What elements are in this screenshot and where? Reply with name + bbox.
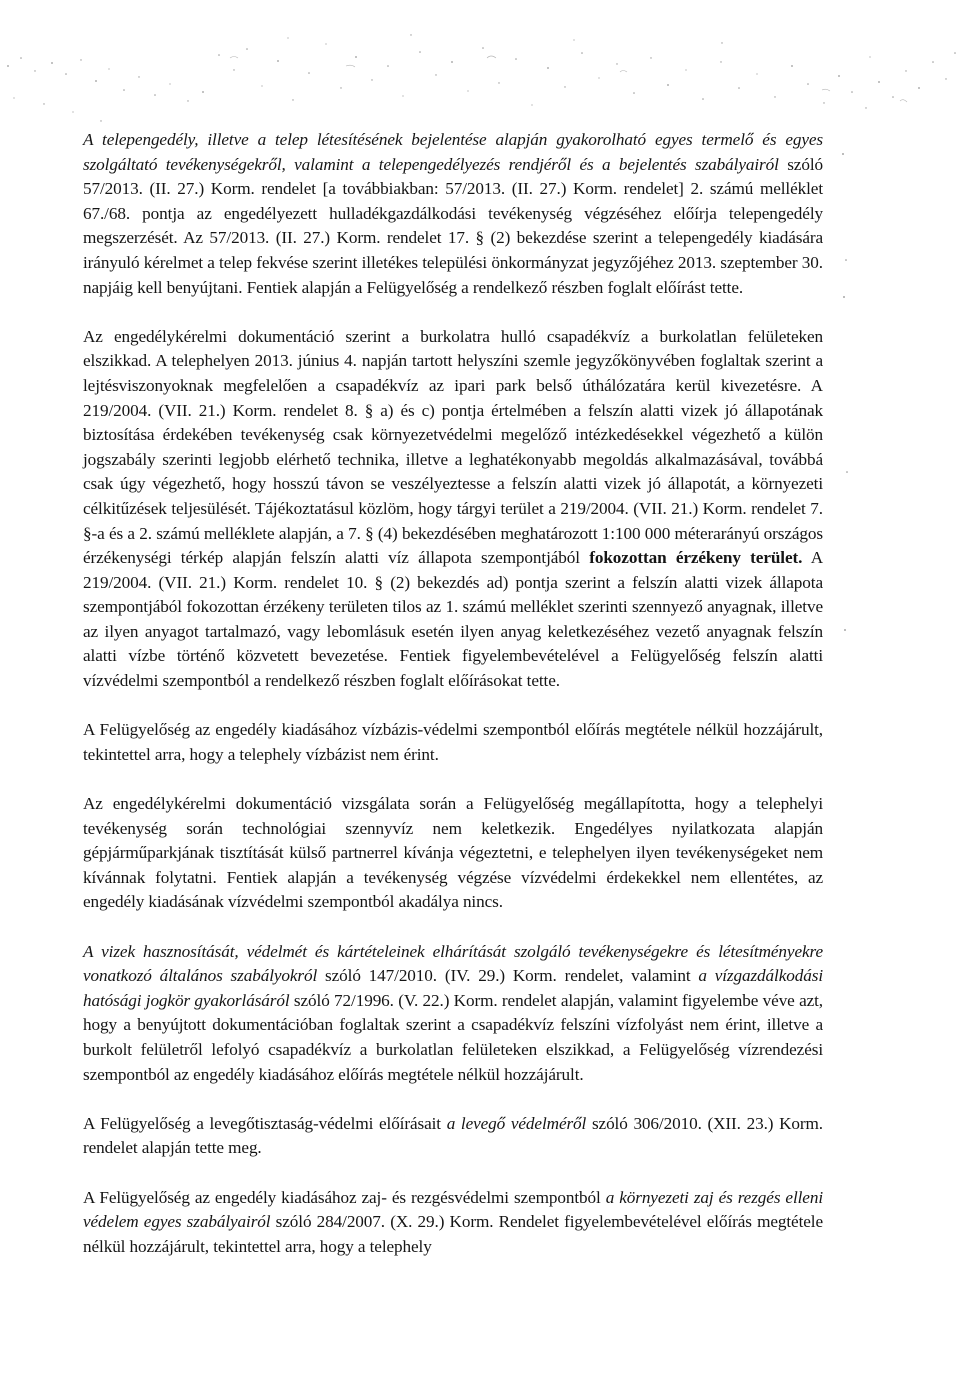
paragraph-szennyviz <box>83 792 823 915</box>
paragraph-segment: szóló 284/2007. (X. 29.) Korm. Rendelet figyelembevételével előírás megtétele nélkül hozzájárult, tekintettel arra, hogy a telephely <box>83 1212 823 1256</box>
paragraph-segment: A vizek hasznosítását, védelmét és kártételeinek elhárítását szolgáló tevékenységekre és létesítményekre vonatkozó általános szabályokról <box>83 941 823 986</box>
paragraph-zaj <box>83 1186 823 1260</box>
paragraph-segment: a vízgazdálkodási hatósági jogkör gyakorlásáról <box>83 966 823 1010</box>
paragraph-vizrendezes <box>83 940 823 1088</box>
paragraph-vizbazis <box>83 718 823 767</box>
paragraph-segment: A Felügyelőség az engedély kiadásához zaj- és rezgésvédelmi szempontból <box>83 1187 606 1207</box>
scan-noise-margin <box>840 140 852 640</box>
paragraph-segment-bold: fokozottan érzékeny terület. <box>589 548 803 568</box>
paragraph-segment: A Felügyelőség a levegőtisztaság-védelmi előírásait <box>83 1113 447 1133</box>
paragraph-segment: szóló 57/2013. (II. 27.) Korm. rendelet [a továbbiakban: 57/2013. (II. 27.) Korm. rendelet] 2. számú melléklet 67./68. pontja az engedélyezett hulladékgazdálkodási tevékenység végzéséhez előírja telepengedély megszerzését. Az 57/2013. (II. 27.) Korm. rendelet 17. § (2) bekezdése szerint a telepengedély kiadására irányuló kérelmet a telep fekvése szerint illetékes települési önkormányzat jegyzőjéhez 2013. szeptember 30. napjáig kell benyújtani. Fentiek alapján a Felügyelőség a rendelkező részben foglalt előírást tette. <box>83 154 823 297</box>
paragraph-segment: szóló 147/2010. (IV. 29.) Korm. rendelet, valamint <box>317 966 699 986</box>
paragraph-segment: A 219/2004. (VII. 21.) Korm. rendelet 10. § (2) bekezdés ad) pontja szerint a felszín alatti vizek állapota szempontjából fokozottan érzékeny területen tilos az 1. számú melléklet szerinti szennyező anyagnak, illetve az ilyen anyagot tartalmazó, vagy lebomlásuk esetén ilyen anyag keletkezéséhez vezető anyagnak felszín alatti vízbe történő közvetett bevezetése. Fentiek figyelembevételével a Felügyelőség felszín alatti vízvédelmi szempontból a rendelkező részben foglalt előírásokat tette. <box>83 548 824 691</box>
paragraph-segment: A telepengedély, illetve a telep létesítésének bejelentése alapján gyakorolható egyes termelő és egyes szolgáltató tevékenységekről, valamint a telepengedélyezés rendjéről és a bejelentés szabályairól <box>83 130 823 174</box>
paragraph-segment: a levegő védelméről <box>446 1113 587 1133</box>
paragraph-segment: Az engedélykérelmi dokumentáció szerint a burkolatra hulló csapadékvíz a burkolatlan felületeken elszikkad. A telephelyen 2013. június 4. napján tartott helyszíni szemle jegyzőkönyvében foglaltak szerint a lejtésviszonyoknak megfelelően a csapadékvíz az ipari park belső úthálózatára kerül kivezetésre. A 219/2004. (VII. 21.) Korm. rendelet 8. § a) és c) pontja értelmében a felszín alatti vizek jó állapotának biztosítása érdekében tevékenység csak környezetvédelmi megelőző intézkedésekkel végezhető a külön jogszabály szerinti legjobb elérhető technika, illetve a leghatékonyabb megoldás alkalmazásával, továbbá csak úgy végezhető, hogy hosszú távon se veszélyeztesse a felszín alatti vizek jó állapotát, a környezeti célkitűzések teljesülését. Tájékoztatásul közlöm, hogy tárgyi terület a 219/2004. (VII. 21.) Korm. rendelet 7. §-a és a 2. számú melléklete alapján, a 7. § (4) bekezdésében meghatározott 1:100 000 méterarányú országos érzékenységi térkép alapján felszín alatti víz állapota szempontjából <box>83 326 823 568</box>
paragraph-segment: szóló 72/1996. (V. 22.) Korm. rendelet alapján, valamint figyelembe véve azt, hogy a benyújtott dokumentációban foglaltak szerint a csapadékvíz felszíni vízfolyást nem érint, illetve a burkolt felületről lefolyó csapadékvíz a burkolatlan felületeken elszikkad, a Felügyelőség vízrendezési szempontból az engedély kiadásához előírás megtétele nélkül hozzájárult. <box>83 990 823 1084</box>
paragraph-telepengedely <box>83 128 823 300</box>
paragraph-segment: A Felügyelőség az engedély kiadásához vízbázis-védelmi szempontból előírás megtétele nélkül hozzájárult, tekintettel arra, hogy a telephely vízbázist nem érint. <box>83 720 823 764</box>
document-body <box>83 128 823 1284</box>
paragraph-segment: szóló 306/2010. (XII. 23.) Korm. rendelet alapján tette meg. <box>83 1113 823 1158</box>
scan-noise-header <box>0 0 960 140</box>
paragraph-csapadekviz <box>83 325 823 694</box>
paragraph-levego <box>83 1112 823 1161</box>
paragraph-segment: Az engedélykérelmi dokumentáció vizsgálata során a Felügyelőség megállapította, hogy a telephelyi tevékenység során technológiai szennyvíz nem keletkezik. Engedélyes nyilatkozata alapján gépjárműparkjának tisztítását külső partnerrel kívánja végeztetni, e telephelyen ilyen tevékenységeket nem kívánnak folytatni. Fentiek alapján a tevékenység végzése vízvédelmi érdekekkel nem ellentétes, az engedély kiadásának vízvédelmi szempontból akadálya nincs. <box>83 794 823 912</box>
paragraph-segment: a környezeti zaj és rezgés elleni védelem egyes szabályairól <box>83 1187 823 1232</box>
